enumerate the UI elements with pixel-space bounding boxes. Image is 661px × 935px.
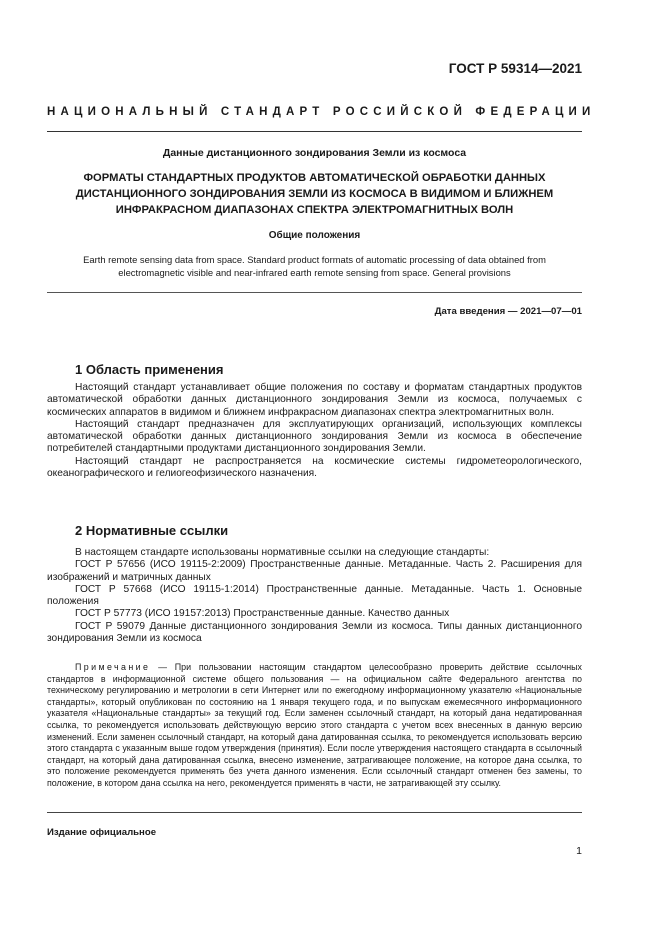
official-edition-label: Издание официальное [47,827,157,838]
section-2-body [47,547,582,645]
reference-item: ГОСТ Р 57656 (ИСО 19115-2:2009) Пространственные данные. Метаданные. Часть 2. Расширения для изображений и матричных данных [47,559,582,583]
reference-item: ГОСТ Р 57773 (ИСО 19157:2013) Пространственные данные. Качество данных [75,608,450,620]
section-1-heading: 1 Область применения [75,362,224,377]
note-text: — При пользовании настоящим стандартом целесообразно проверить действие ссылочных стандартов в информационной системе общего пользования — на официальном сайте Федерального агентства по техническому регулированию и метрологии в сети Интернет или по ежегодному информационному указателю «Национальные стандарты», который опубликован по состоянию на 1 января текущего года, и по выпускам ежемесячного информационного указателя «Национальные стандарты» за текущий год. Если заменен ссылочный стандарт, на который дана недатированная ссылка, то рекомендуется использовать действующую версию этого стандарта с учетом всех внесенных в данную версию изменений. Если заменен ссылочный стандарт, на который дана датированная ссылка, то рекомендуется использовать версию этого стандарта с указанным выше годом утверждения (принятия). Если после утверждения настоящего стандарта в ссылочный стандарт, на который дана датированная ссылка, внесено изменение, затрагивающее положение, на которое дана ссылка, то это положение рекомендуется применять без учета данного изменения. Если ссылочный стандарт отменен без замены, то положение, в котором дана ссылка на него, рекомендуется применять в части, не затрагивающей эту ссылку. [47,662,582,788]
document-title-ru [47,170,582,218]
document-title-en [47,253,582,279]
section-1-paragraph: Настоящий стандарт устанавливает общие положения по составу и форматам стандартных продуктов автоматической обработки данных дистанционного зондирования Земли из космоса, получаемых с космических аппаратов в видимом и ближнем инфракрасном диапазонах спектра электромагнитных волн. [47,382,582,418]
footer-divider [47,812,582,813]
subtitle-ru: Данные дистанционного зондирования Земли из космоса [162,147,467,159]
title-line-3: ИНФРАКРАСНОМ ДИАПАЗОНАХ СПЕКТРА ЭЛЕКТРОМАГНИТНЫХ ВОЛН [115,204,514,216]
section-2-intro: В настоящем стандарте использованы нормативные ссылки на следующие стандарты: [75,547,490,558]
title-en-line-2: electromagnetic visible and near-infrared earth remote sensing from space. General provisions [118,267,511,278]
header-divider [47,131,582,132]
standard-number: ГОСТ Р 59314—2021 [448,61,582,76]
page-number: 1 [576,845,582,857]
section-2-heading: 2 Нормативные ссылки [75,523,229,538]
introduction-date: Дата введения — 2021—07—01 [434,306,582,317]
general-provisions-ru: Общие положения [268,230,361,241]
section-1-paragraph: Настоящий стандарт предназначен для эксплуатирующих организаций, использующих комплексы автоматической обработки данных дистанционного зондирования Земли из космоса в обеспечение потребителей стандартными продуктами дистанционного зондирования Земли. [47,418,582,455]
title-line-1: ФОРМАТЫ СТАНДАРТНЫХ ПРОДУКТОВ АВТОМАТИЧЕСКОЙ ОБРАБОТКИ ДАННЫХ [83,172,546,184]
reference-item: ГОСТ Р 57668 (ИСО 19115-1:2014) Пространственные данные. Метаданные. Часть 1. Основные положения [47,583,582,608]
national-standard-banner: НАЦИОНАЛЬНЫЙ СТАНДАРТ РОССИЙСКОЙ ФЕДЕРАЦИИ [47,106,596,118]
title-divider [47,292,582,293]
title-en-line-1: Earth remote sensing data from space. Standard product formats of automatic processing of data obtained from [83,254,546,265]
section-1-body [47,382,582,480]
references-note [47,662,582,790]
section-1-paragraph: Настоящий стандарт не распространяется на космические системы гидрометеорологического, океанографического и гелиогеофизического назначения. [47,455,582,480]
reference-item: ГОСТ Р 59079 Данные дистанционного зондирования Земли из космоса. Типы данных дистанционного зондирования Земли из космоса [47,620,582,645]
note-label: Примечание [75,662,151,672]
title-line-2: ДИСТАНЦИОННОГО ЗОНДИРОВАНИЯ ЗЕМЛИ ИЗ КОСМОСА В ВИДИМОМ И БЛИЖНЕМ [75,188,554,200]
